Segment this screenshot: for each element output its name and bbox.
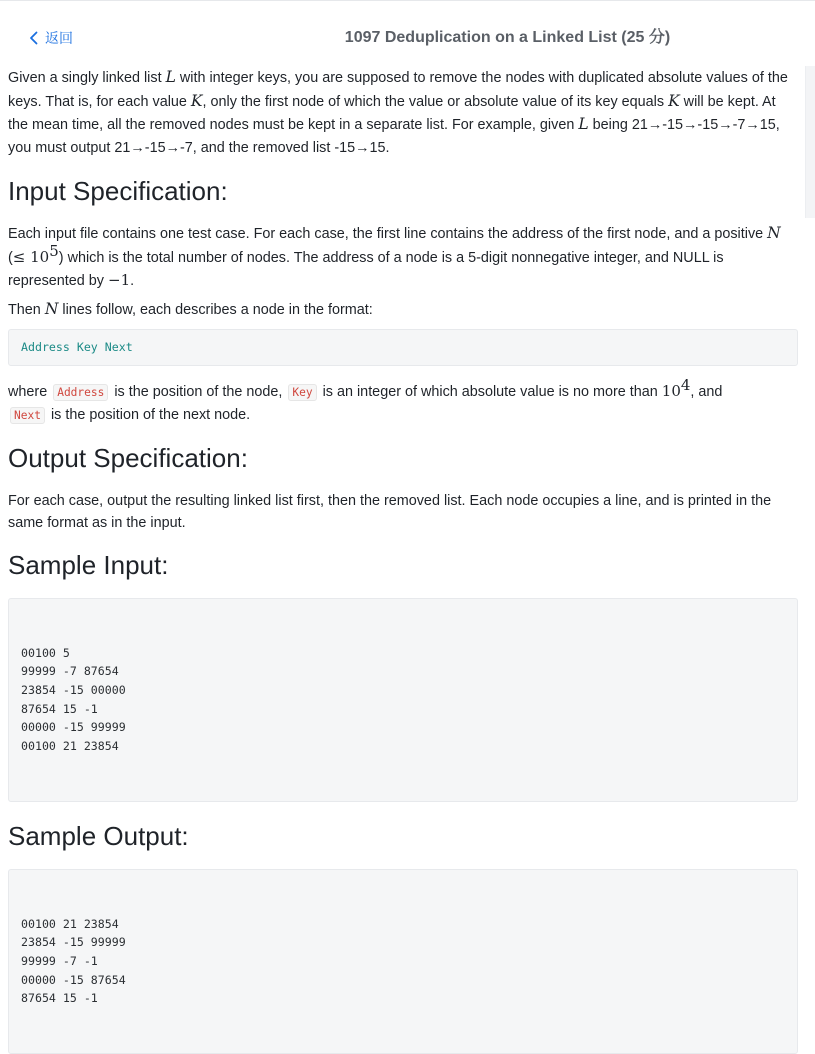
sample-output-heading: Sample Output: [8,820,189,851]
math-var-L: L [578,115,589,133]
field-description: where Address is the position of the node, Key is an integer of which absolute value is no more than $10^4$, and Next is the position of the next node. [8,375,723,424]
code-line: 87654 15 -1 [21,701,98,716]
chevron-left-icon [26,30,42,46]
top-bar [0,0,815,66]
code-line: 23854 -15 00000 [21,682,126,697]
inline-code-key: Key [288,384,316,401]
page-title: 1097 Deduplication on a Linked List (25 分) [344,29,671,46]
sample-input-code [8,598,798,802]
input-spec-lines-text: Then N lines follow, each describes a node in the format: [8,299,373,318]
input-spec-text: Each input file contains one test case. For each case, the first line contains the address of the first node, and a positive N (≤ $10^5$) which is the total number of nodes. The address of a node is a 5-digit nonnegative integer, and NULL is represented by −1. [8,224,781,289]
problem-content [8,64,798,1054]
math-var-L: L [165,68,176,86]
code-line: 23854 -15 99999 [21,935,126,950]
sample-input-heading: Sample Input: [8,549,169,580]
math-var-K: K [668,91,680,110]
scrollbar-thumb[interactable] [805,66,815,218]
code-line: 87654 15 -1 [21,991,98,1006]
code-line: 99999 -7 -1 [21,953,98,968]
sample-output-code [8,869,798,1054]
problem-description: Given a singly linked list L with integer keys, you are supposed to remove the nodes with duplicated absolute values of the keys. That is, for each value K, only the first node of which the value or absolute value of its key equals K will be kept. At the mean time, all the removed nodes must be kept in a separate list. For example, given L being 21→-15→-15→-7→15, you must output 21→-15→-7, and the removed list -15→15. [8,68,788,156]
code-line: 00000 -15 87654 [21,972,126,987]
code-line: 00100 5 [21,645,70,660]
back-button[interactable] [26,27,73,49]
back-label: 返回 [45,30,73,46]
input-spec-heading: Input Specification: [8,176,228,206]
output-spec-heading: Output Specification: [8,442,248,473]
math-var-K: K [190,91,203,110]
math-var-N: N [767,224,781,242]
code-line: 99999 -7 87654 [21,664,119,679]
node-format-code: Address Key Next [8,329,798,366]
output-spec-text: For each case, output the resulting linked list first, then the removed list. Each node occupies a line, and is printed in the same format as in the input. [8,492,772,532]
code-line: 00000 -15 99999 [21,720,126,735]
code-line: 00100 21 23854 [21,738,119,753]
code-line: 00100 21 23854 [21,916,119,931]
inline-code-next: Next [10,407,45,424]
math-var-N: N [44,299,59,318]
inline-code-address: Address [53,384,108,401]
